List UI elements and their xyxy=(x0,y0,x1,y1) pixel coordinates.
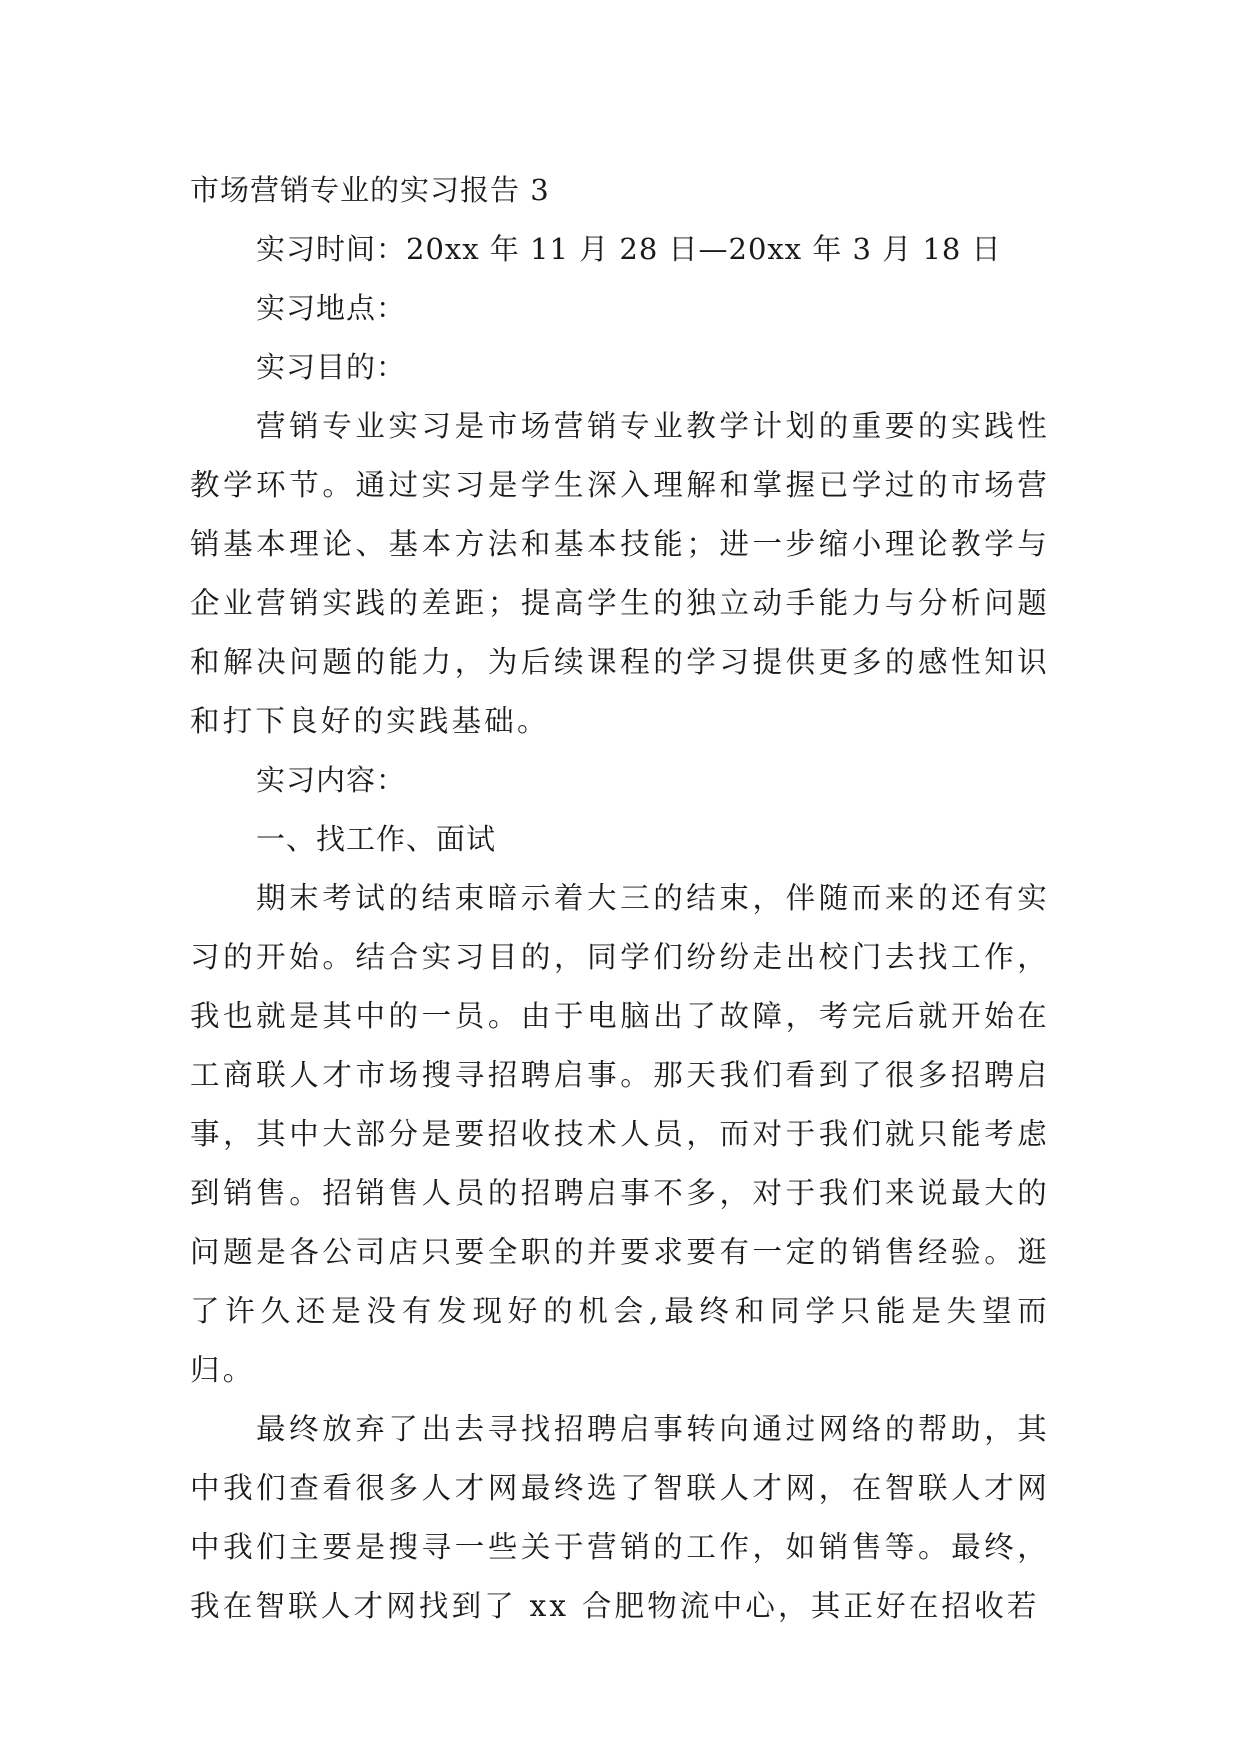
internship-place: 实习地点： xyxy=(256,291,407,325)
internship-time: 实习时间：20xx 年 11 月 28 日—20xx 年 3 月 18 日 xyxy=(256,232,1002,266)
purpose-heading: 实习目的： xyxy=(256,350,407,384)
section-heading-one: 一、找工作、面试 xyxy=(256,822,497,856)
document-title: 市场营销专业的实习报告 3 xyxy=(190,173,550,207)
document-page xyxy=(190,160,1050,1636)
content-heading: 实习内容： xyxy=(256,763,407,797)
body-paragraph-1: 期末考试的结束暗示着大三的结束，伴随而来的还有实习的开始。结合实习目的，同学们纷纷走出校门去找工作，我也就是其中的一员。由于电脑出了故障，考完后就开始在工商联人才市场搜寻招聘启事。那天我们看到了很多招聘启事，其中大部分是要招收技术人员，而对于我们就只能考虑到销售。招销售人员的招聘启事不多，对于我们来说最大的问题是各公司店只要全职的并要求要有一定的销售经验。逛了许久还是没有发现好的机会,最终和同学只能是失望而归。 xyxy=(190,881,1050,1387)
body-paragraph-2: 最终放弃了出去寻找招聘启事转向通过网络的帮助，其中我们查看很多人才网最终选了智联人才网，在智联人才网中我们主要是搜寻一些关于营销的工作，如销售等。最终，我在智联人才网找到了 xx 合肥物流中心，其正好在招收若 xyxy=(190,1412,1050,1623)
purpose-paragraph: 营销专业实习是市场营销专业教学计划的重要的实践性教学环节。通过实习是学生深入理解和掌握已学过的市场营销基本理论、基本方法和基本技能；进一步缩小理论教学与企业营销实践的差距；提高学生的独立动手能力与分析问题和解决问题的能力，为后续课程的学习提供更多的感性知识和打下良好的实践基础。 xyxy=(190,409,1050,738)
